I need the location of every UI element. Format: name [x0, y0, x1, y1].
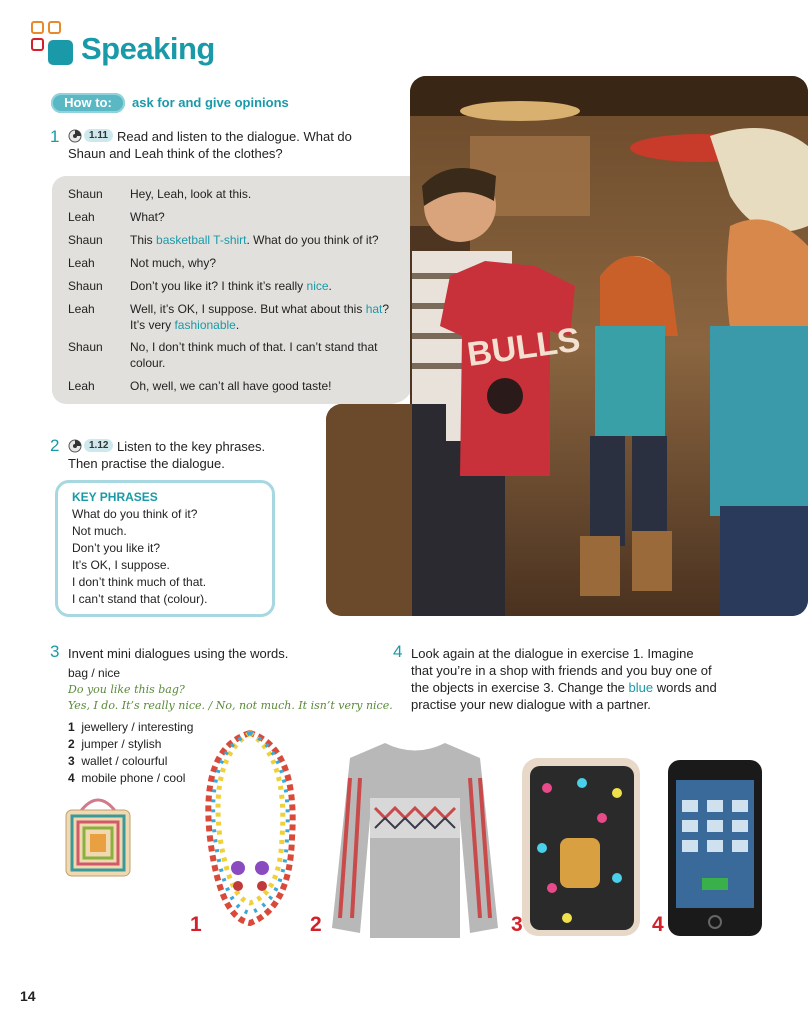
- audio-cd-icon[interactable]: [68, 439, 84, 453]
- dialogue-fragment: Don’t you like it? I think it’s really: [130, 279, 307, 293]
- audio-track-1-11[interactable]: 1.11: [84, 129, 113, 142]
- key-phrase: I don’t think much of that.: [72, 575, 207, 589]
- speaker-name: Leah: [68, 302, 95, 316]
- dialogue-text: [130, 339, 402, 371]
- jumper-image: [330, 738, 500, 938]
- key-phrase: It’s OK, I suppose.: [72, 558, 170, 572]
- dialogue-fragment: No, I don’t think much of that. I can’t stand that colour.: [130, 340, 378, 370]
- shop-photo: [410, 76, 808, 616]
- list-item: 1 jewellery / interesting: [68, 720, 194, 734]
- logo-square-tl: [31, 21, 44, 34]
- logo-square-tr: [48, 21, 61, 34]
- list-item: 3 wallet / colourful: [68, 754, 168, 768]
- exercise-4-line4: practise your new dialogue with a partner.: [411, 697, 651, 712]
- exercise-3-number: 3: [50, 642, 60, 661]
- audio-cd-icon[interactable]: [68, 129, 84, 143]
- exercise-3-instruction: Invent mini dialogues using the words.: [68, 646, 289, 661]
- key-phrase: Not much.: [72, 524, 127, 538]
- dialogue-fragment: Well, it’s OK, I suppose. But what about this: [130, 302, 366, 316]
- dialogue-text: [130, 301, 402, 333]
- dialogue-text: [130, 278, 402, 294]
- dialogue-text: [130, 255, 402, 271]
- dialogue-text: [130, 232, 402, 248]
- page-number: 14: [20, 988, 36, 1004]
- speaker-name: Leah: [68, 256, 95, 270]
- logo-square-br: [48, 40, 73, 65]
- howto-badge: How to:: [51, 93, 125, 113]
- exercise-2-instruction-line1: Listen to the key phrases.: [117, 439, 266, 454]
- jewellery-image: [180, 728, 312, 938]
- key-phrase: What do you think of it?: [72, 507, 198, 521]
- exercise-4-number: 4: [393, 642, 403, 661]
- exercise-1-number: 1: [50, 127, 60, 146]
- speaker-name: Shaun: [68, 187, 103, 201]
- dialogue-fragment: This: [130, 233, 157, 247]
- dialogue-fragment: Not much, why?: [130, 256, 217, 270]
- exercise-1-instruction-line2: Shaun and Leah think of the clothes?: [68, 146, 283, 161]
- page-title: Speaking: [81, 31, 215, 66]
- example-answer: Yes, I do. It’s really nice. / No, not much. It isn’t very nice.: [68, 699, 393, 712]
- object-label-2: 2: [310, 913, 322, 936]
- example-question: Do you like this bag?: [68, 683, 185, 696]
- speaker-name: Leah: [68, 379, 95, 393]
- dialogue-text: [130, 186, 402, 202]
- key-phrase: I can’t stand that (colour).: [72, 592, 208, 606]
- dialogue-fragment: .: [328, 279, 332, 293]
- dialogue-fragment: Oh, well, we can’t all have good taste!: [130, 379, 332, 393]
- changeable-word: nice: [306, 279, 329, 293]
- key-phrases-title: KEY PHRASES: [72, 490, 158, 504]
- exercise-2-instruction-line2: Then practise the dialogue.: [68, 456, 225, 471]
- shop-photo-lower: [326, 404, 446, 616]
- object-label-4: 4: [652, 913, 664, 936]
- changeable-word: basketball T-shirt: [156, 233, 247, 247]
- speaker-name: Shaun: [68, 340, 103, 354]
- exercise-1-instruction-line1: Read and listen to the dialogue. What do: [117, 129, 352, 144]
- logo-square-bl: [31, 38, 44, 51]
- exercise-4-line3: the objects in exercise 3. Change the blue words and: [411, 680, 717, 695]
- howto-text: ask for and give opinions: [132, 95, 289, 110]
- list-item: 2 jumper / stylish: [68, 737, 162, 751]
- key-phrase: Don’t you like it?: [72, 541, 161, 555]
- speaker-name: Shaun: [68, 279, 103, 293]
- example-words: bag / nice: [68, 666, 121, 680]
- shirt-text: BULLS: [464, 320, 583, 375]
- dialogue-fragment: Hey, Leah, look at this.: [130, 187, 252, 201]
- speaker-name: Shaun: [68, 233, 103, 247]
- object-label-1: 1: [190, 913, 202, 936]
- changeable-word: hat: [365, 302, 383, 316]
- changeable-word: fashionable: [174, 318, 236, 332]
- object-label-3: 3: [511, 913, 523, 936]
- dialogue-fragment: .: [235, 318, 240, 332]
- dialogue-text: [130, 378, 402, 394]
- dialogue-text: [130, 209, 402, 225]
- exercise-2-number: 2: [50, 436, 60, 455]
- audio-track-1-12[interactable]: 1.12: [84, 439, 113, 452]
- dialogue-fragment: ? It’s very: [130, 302, 390, 332]
- mobile-phone-image: [668, 760, 762, 936]
- dialogue-fragment: . What do you think of it?: [246, 233, 379, 247]
- dialogue-fragment: What?: [130, 210, 165, 224]
- exercise-4-line2: that you’re in a shop with friends and you buy one of: [411, 663, 712, 678]
- list-item: 4 mobile phone / cool: [68, 771, 186, 785]
- speaker-name: Leah: [68, 210, 95, 224]
- bag-image: [62, 790, 134, 878]
- wallet-image: [522, 758, 640, 936]
- exercise-4-line1: Look again at the dialogue in exercise 1. Imagine: [411, 646, 694, 661]
